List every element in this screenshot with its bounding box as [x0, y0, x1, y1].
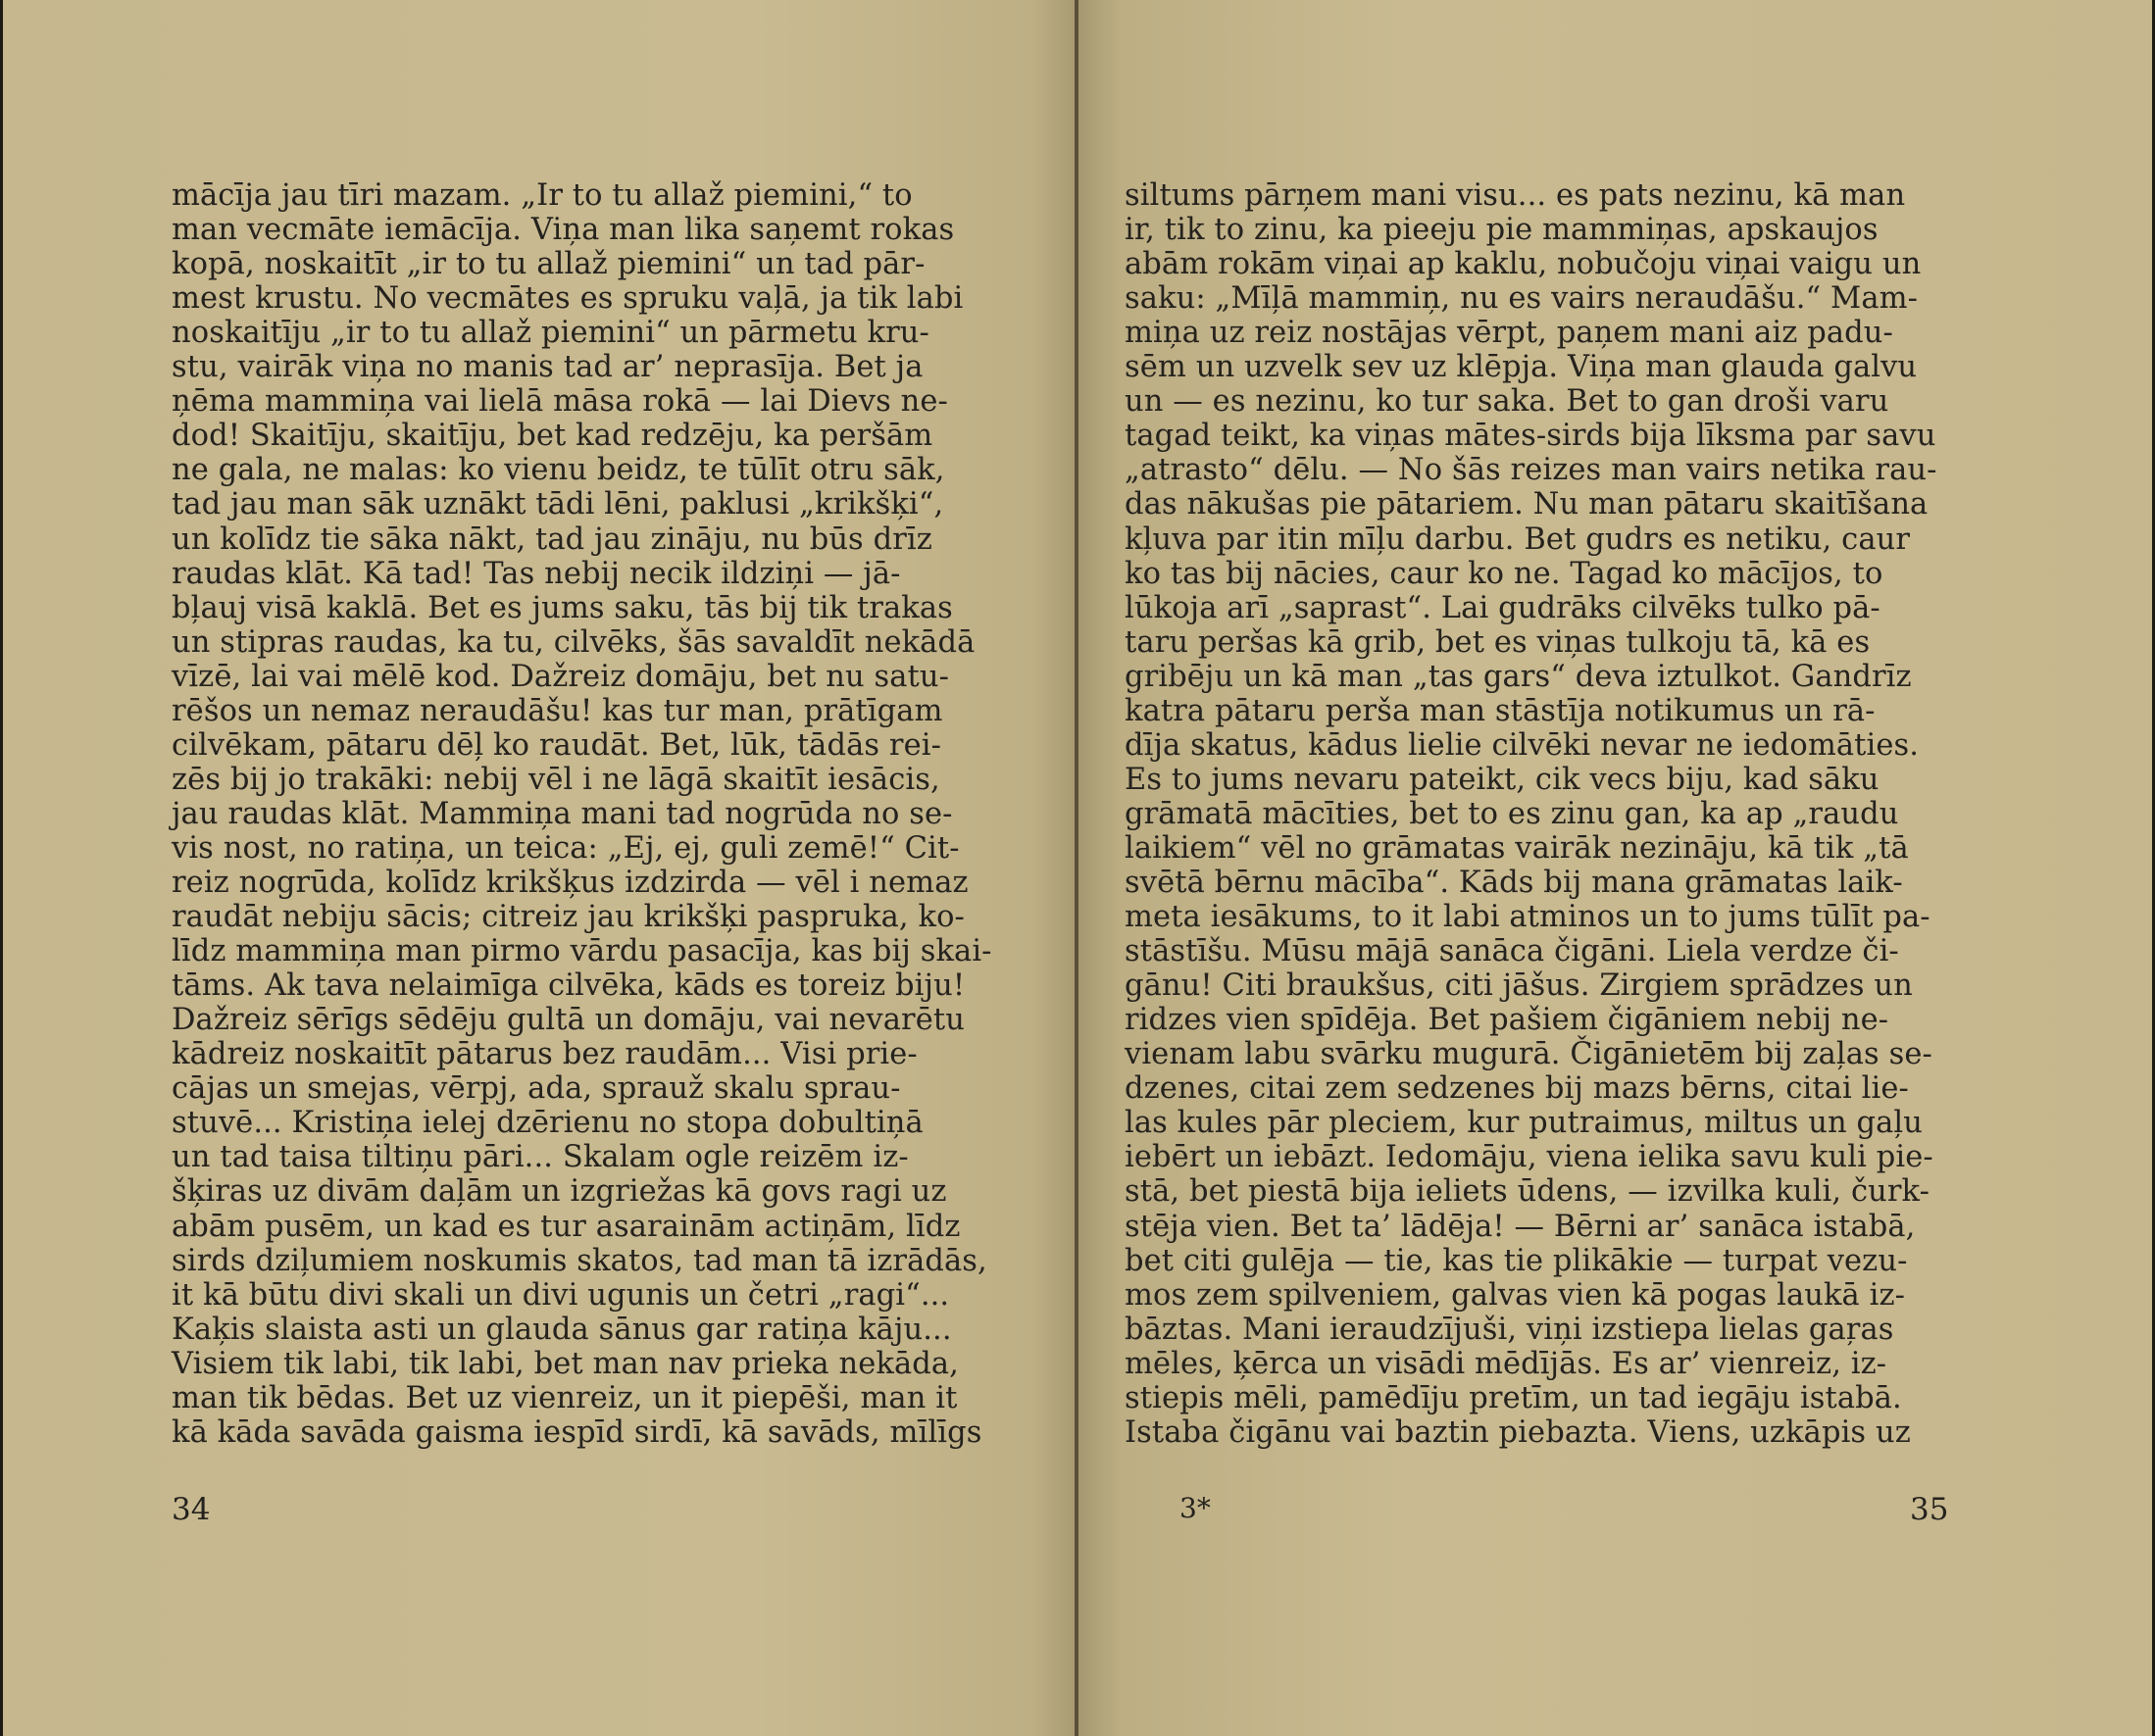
text-line: stu, vairāk viņa no manis tad ar’ neprasīja. Bet ja [172, 350, 924, 385]
text-line: ko tas bij nācies, caur ko ne. Tagad ko mācījos, to [1125, 556, 1883, 591]
text-line: mest krustu. No vecmātes es spruku vaļā, ja tik labi [172, 281, 964, 317]
text-line: raudas klāt. Kā tad! Tas nebij necik ildziņi — jā- [172, 556, 901, 591]
text-line: ne gala, ne malas: ko vienu beidz, te tūlīt otru sāk, [172, 453, 945, 488]
text-line: raudāt nebiju sācis; citreiz jau krikšķi paspruka, ko- [172, 900, 965, 935]
text-line: sēm un uzvelk sev uz klēpja. Viņa man glauda galvu [1125, 350, 1918, 385]
text-line: saku: „Mīļā mammiņ, nu es vairs neraudāšu.“ Mam- [1125, 281, 1919, 317]
left-page [3, 0, 1076, 1736]
text-line: Kaķis slaista asti un glauda sānus gar ratiņa kāju... [172, 1312, 952, 1347]
text-line: Istaba čigānu vai baztin piebazta. Viens, uzkāpis uz [1125, 1414, 1911, 1450]
text-line: „atrasto“ dēlu. — No šās reizes man vairs netika rau- [1125, 453, 1937, 488]
text-line: rēšos un nemaz neraudāšu! kas tur man, prātīgam [172, 693, 943, 728]
text-line: Visiem tik labi, tik labi, bet man nav prieka nekāda, [172, 1346, 959, 1381]
text-line: abām rokām viņai ap kaklu, nobučoju viņai vaigu un [1125, 247, 1922, 282]
text-line: noskaitīju „ir to tu allaž piemini“ un pārmetu kru- [172, 316, 929, 351]
text-line: vis nost, no ratiņa, un teica: „Ej, ej, guli zemē!“ Cit- [172, 830, 960, 866]
text-line: reiz nogrūda, kolīdz krikšķus izdzirda — vēl i nemaz [172, 866, 969, 900]
text-line: mos zem spilveniem, galvas vien kā pogas laukā iz- [1125, 1277, 1906, 1313]
text-line: stēja vien. Bet ta’ lādēja! — Bērni ar’ sanāca istabā, [1125, 1209, 1916, 1244]
text-line: man vecmāte iemācīja. Viņa man lika saņemt rokas [172, 213, 955, 248]
text-line: un — es nezinu, ko tur saka. Bet to gan droši varu [1125, 384, 1889, 420]
text-line: stuvē... Kristiņa ielej dzērienu no stopa dobultiņā [172, 1106, 924, 1141]
text-line: un stipras raudas, ka tu, cilvēks, šās savaldīt nekādā [172, 624, 976, 660]
text-line: taru peršas kā grib, bet es viņas tulkoju tā, kā es [1125, 624, 1871, 660]
text-line: iebērt un iebāzt. Iedomāju, viena ielika savu kuli pie- [1125, 1140, 1933, 1175]
text-line: lūkoja arī „saprast“. Lai gudrāks cilvēks tulko pā- [1125, 590, 1880, 625]
text-line: man tik bēdas. Bet uz vienreiz, un it piepēši, man it [172, 1380, 958, 1415]
text-line: ņēma mammiņa vai lielā māsa rokā — lai Dievs ne- [172, 384, 948, 420]
text-line: gribēju un kā man „tas gars“ deva iztulkot. Gandrīz [1125, 659, 1912, 694]
text-line: mācīja jau tīri mazam. „Ir to tu allaž piemini,“ to [172, 178, 913, 213]
text-line: sirds dziļumiem noskumis skatos, tad man tā izrādās, [172, 1243, 987, 1278]
text-line: jau raudas klāt. Mammiņa mani tad nogrūda no se- [172, 796, 953, 831]
text-line: tad jau man sāk uznākt tādi lēni, paklusi „krikšķi“, [172, 487, 944, 522]
text-line: bāztas. Mani ieraudzījuši, viņi izstiepa lielas gaŗas [1125, 1312, 1894, 1347]
right-page [1078, 0, 2152, 1736]
text-line: kā kāda savāda gaisma iespīd sirdī, kā savāds, mīlīgs [172, 1414, 982, 1450]
text-line: dīja skatus, kādus lielie cilvēki nevar ne iedomāties. [1125, 727, 1920, 763]
text-line: stiepis mēli, pamēdīju pretīm, un tad iegāju istabā. [1125, 1380, 1902, 1415]
text-line: dzenes, citai zem sedzenes bij mazs bērns, citai lie- [1125, 1071, 1909, 1107]
text-line: laikiem“ vēl no grāmatas vairāk nezināju, kā tik „tā [1125, 830, 1909, 866]
text-line: un kolīdz tie sāka nākt, tad jau zināju, nu būs drīz [172, 521, 932, 557]
text-line: las kules pār pleciem, kur putraimus, miltus un gaļu [1125, 1106, 1923, 1141]
text-line: it kā būtu divi skali un divi ugunis un četri „ragi“... [172, 1277, 950, 1313]
text-line: kādreiz noskaitīt pātarus bez raudām... Visi prie- [172, 1037, 918, 1072]
text-line: cājas un smejas, vērpj, ada, sprauž skalu sprau- [172, 1071, 901, 1107]
text-line: miņa uz reiz nostājas vērpt, paņem mani aiz padu- [1125, 316, 1893, 351]
text-line: gānu! Citi braukšus, citi jāšus. Zirgiem sprādzes un [1125, 968, 1913, 1004]
text-line: svētā bērnu mācība“. Kāds bij mana grāmatas laik- [1125, 866, 1903, 900]
text-line: ir, tik to zinu, ka pieeju pie mammiņas, apskaujos [1125, 213, 1879, 248]
text-line: das nākušas pie pātariem. Nu man pātaru skaitīšana [1125, 487, 1929, 522]
text-line: tāms. Ak tava nelaimīga cilvēka, kāds es toreiz biju! [172, 968, 966, 1004]
text-line: bļauj visā kaklā. Bet es jums saku, tās bij tik trakas [172, 590, 953, 625]
text-line: vīzē, lai vai mēlē kod. Dažreiz domāju, bet nu satu- [172, 659, 950, 694]
text-line: siltums pārņem mani visu... es pats nezinu, kā man [1125, 178, 1906, 213]
signature-mark: 3* [1179, 1492, 1211, 1524]
text-line: cilvēkam, pātaru dēļ ko raudāt. Bet, lūk, tādās rei- [172, 727, 942, 763]
text-line: vienam labu svārku mugurā. Čigānietēm bij zaļas se- [1125, 1037, 1932, 1072]
text-line: stā, bet piestā bija ieliets ūdens, — izvilka kuli, čurk- [1125, 1174, 1930, 1210]
text-line: mēles, ķērca un visādi mēdījās. Es ar’ vienreiz, iz- [1125, 1346, 1887, 1381]
text-line: kļuva par itin mīļu darbu. Bet gudrs es netiku, caur [1125, 521, 1911, 557]
text-line: līdz mammiņa man pirmo vārdu pasacīja, kas bij skai- [172, 934, 992, 969]
text-line: grāmatā mācīties, bet to es zinu gan, ka ap „raudu [1125, 796, 1899, 831]
text-line: kopā, noskaitīt „ir to tu allaž piemini“ un tad pār- [172, 247, 926, 282]
text-line: dod! Skaitīju, skaitīju, bet kad redzēju, ka peršām [172, 419, 933, 454]
page-number: 34 [172, 1492, 211, 1527]
text-line: katra pātaru perša man stāstīja notikumus un rā- [1125, 693, 1876, 728]
text-line: bet citi gulēja — tie, kas tie plikākie — turpat vezu- [1125, 1243, 1908, 1278]
text-line: stāstīšu. Mūsu mājā sanāca čigāni. Liela verdze či- [1125, 934, 1899, 969]
page-number: 35 [1910, 1492, 1949, 1527]
text-line: Dažreiz sērīgs sēdēju gultā un domāju, vai nevarētu [172, 1003, 965, 1038]
text-line: tagad teikt, ka viņas mātes-sirds bija līksma par savu [1125, 419, 1936, 454]
text-line: Es to jums nevaru pateikt, cik vecs biju, kad sāku [1125, 762, 1879, 797]
text-line: abām pusēm, un kad es tur asarainām actiņām, līdz [172, 1209, 961, 1244]
text-line: un tad taisa tiltiņu pāri... Skalam ogle reizēm iz- [172, 1140, 909, 1175]
text-line: meta iesākums, to it labi atminos un to jums tūlīt pa- [1125, 900, 1930, 935]
text-line: ridzes vien spīdēja. Bet pašiem čigāniem nebij ne- [1125, 1003, 1889, 1038]
text-line: šķiras uz divām daļām un izgriežas kā govs ragi uz [172, 1174, 947, 1210]
text-line: zēs bij jo trakāki: nebij vēl i ne lāgā skaitīt iesācis, [172, 762, 940, 797]
